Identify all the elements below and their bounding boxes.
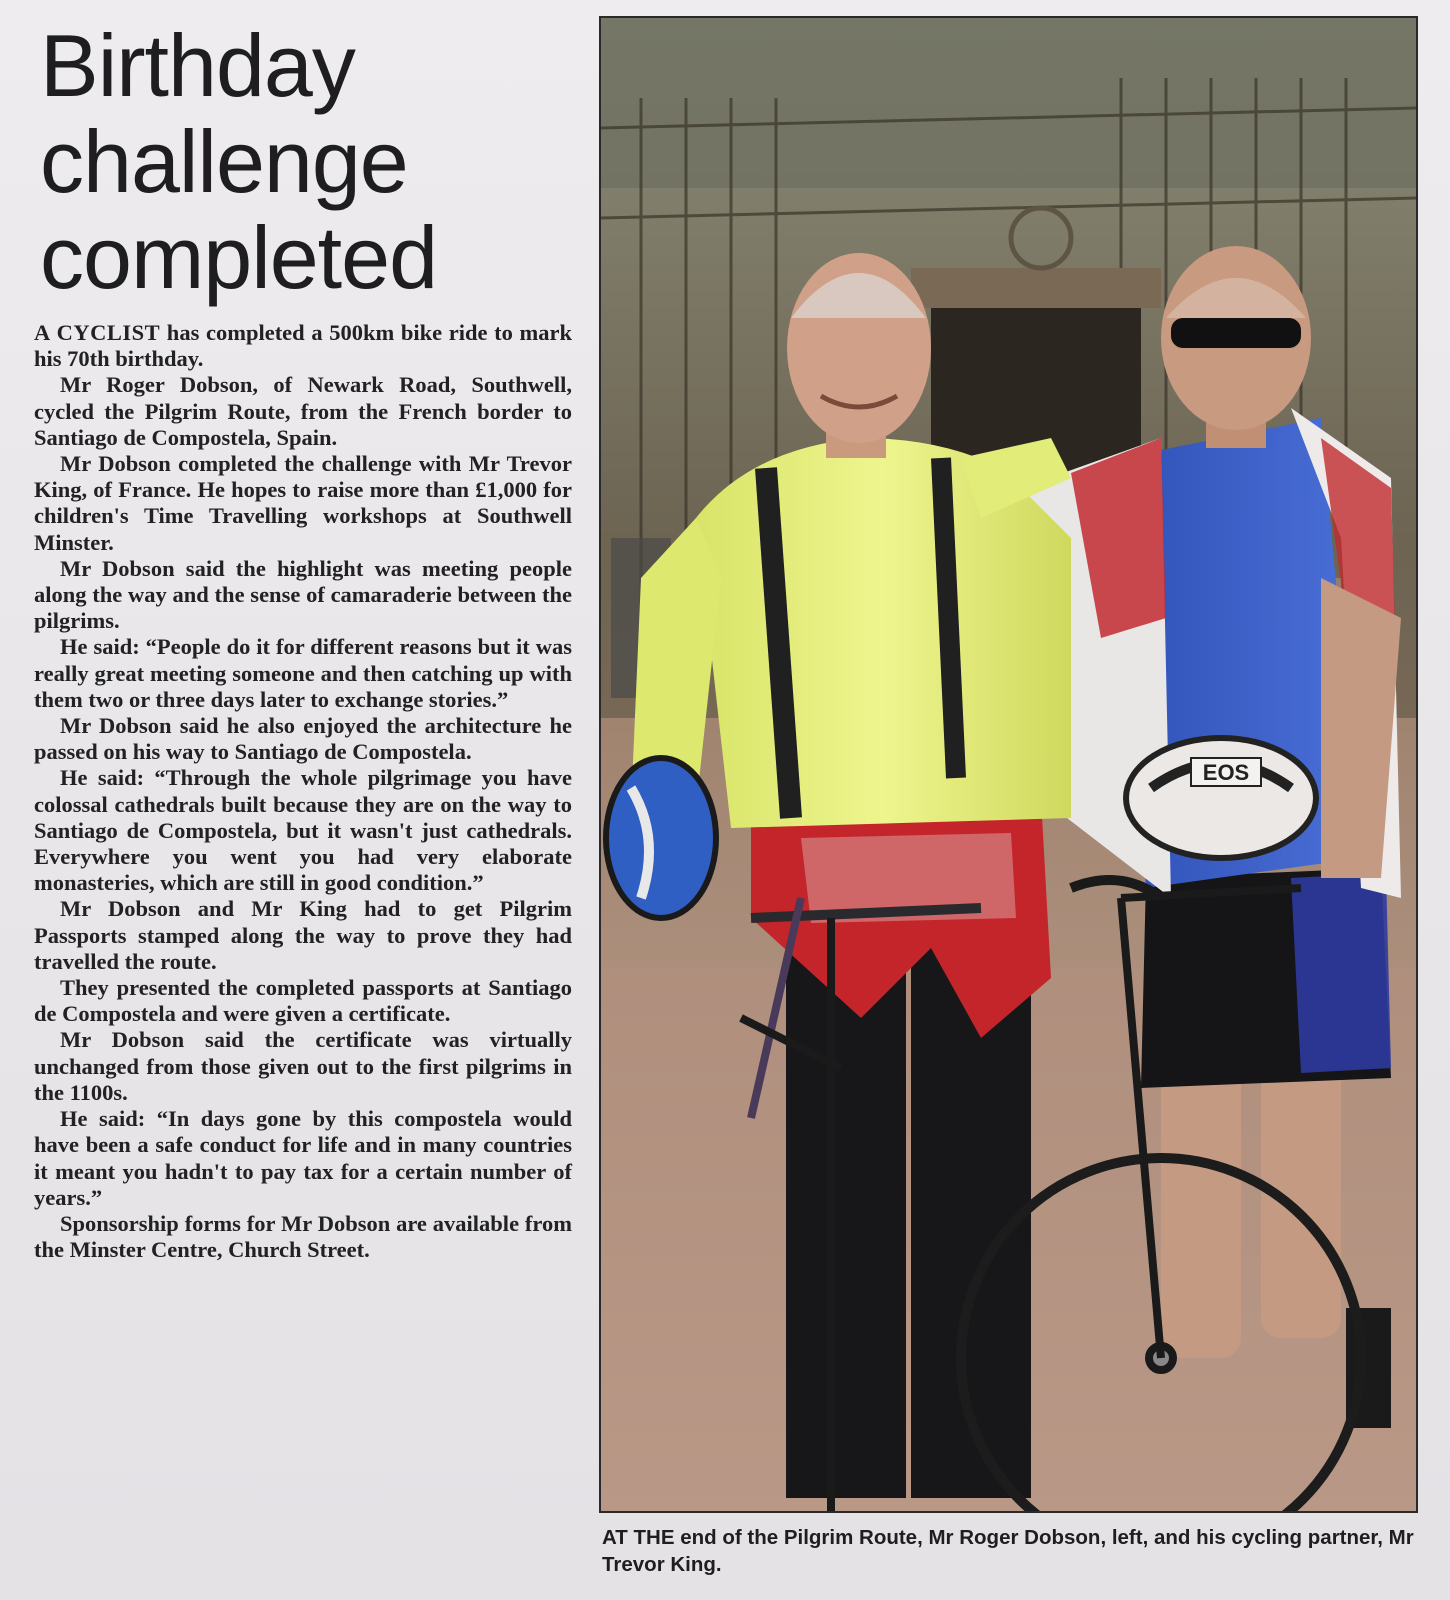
cyclists-photo (599, 16, 1418, 1513)
lead-paragraph (34, 320, 572, 372)
body-paragraph: He said: “People do it for different reasons but it was really great meeting someone and then catching up with them two or three days later to exchange stories.” (34, 634, 572, 712)
body-paragraph: Mr Roger Dobson, of Newark Road, Southwell, cycled the Pilgrim Route, from the French border to Santiago de Compostela, Spain. (34, 372, 572, 450)
article-body (34, 320, 572, 1263)
blue-helmet (606, 758, 716, 918)
headline-line: Birthday (40, 16, 355, 115)
body-paragraph: He said: “Through the whole pilgrimage you have colossal cathedrals built because they are on the way to Santiago de Compostela, but it wasn't just cathedrals. Everywhere you went you had very elaborate monasteries, which are still in good condition.” (34, 765, 572, 896)
body-paragraph: Mr Dobson and Mr King had to get Pilgrim Passports stamped along the way to prove they had travelled the route. (34, 896, 572, 974)
lead-caps: A CYCLIST (34, 320, 161, 345)
body-paragraph: He said: “In days gone by this compostela would have been a safe conduct for life and in many countries it meant you hadn't to pay tax for a certain number of years.” (34, 1106, 572, 1210)
body-paragraph: Mr Dobson completed the challenge with Mr Trevor King, of France. He hopes to raise more than £1,000 for children's Time Travelling workshops at Southwell Minster. (34, 451, 572, 555)
photo-caption: AT THE end of the Pilgrim Route, Mr Roger Dobson, left, and his cycling partner, Mr Trevor King. (602, 1526, 1414, 1576)
body-paragraph: Mr Dobson said the certificate was virtually unchanged from those given out to the first pilgrims in the 1100s. (34, 1027, 572, 1105)
headline-line: challenge (40, 112, 408, 211)
body-paragraph: Mr Dobson said the highlight was meeting people along the way and the sense of camaraderie between the pilgrims. (34, 555, 572, 634)
body-paragraph: Sponsorship forms for Mr Dobson are available from the Minster Centre, Church Street. (34, 1210, 572, 1263)
body-paragraph: They presented the completed passports at Santiago de Compostela and were given a certificate. (34, 975, 572, 1027)
body-paragraph: Mr Dobson said he also enjoyed the architecture he passed on his way to Santiago de Compostela. (34, 713, 572, 765)
lead-text: has completed a 500km bike ride to mark his 70th birthday. (34, 320, 572, 372)
headline (40, 18, 572, 306)
headline-line: completed (40, 208, 438, 307)
helmet-logo: EOS (1202, 760, 1250, 785)
article-column (34, 18, 572, 1263)
sunglasses (1171, 318, 1301, 348)
